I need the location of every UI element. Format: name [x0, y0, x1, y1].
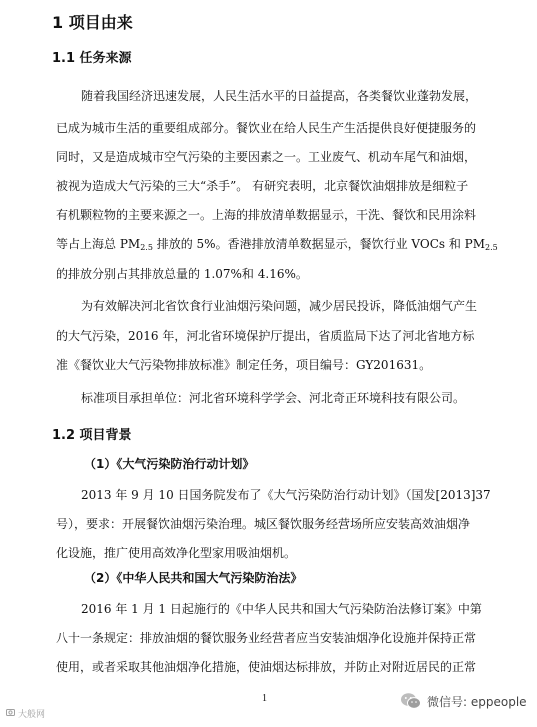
text-line [56, 236, 498, 256]
text-line: 化设施，推广使用高效净化型家用吸油烟机。 [56, 546, 297, 560]
text-line: 有机颗粒物的主要来源之一。上海的排放清单数据显示，干洗、餐饮和民用涂料 [56, 208, 477, 222]
camera-icon [6, 708, 15, 719]
text-fragment: 等占上海总 PM [56, 237, 141, 251]
subheading-1: （1）《大气污染防治行动计划》 [84, 457, 255, 471]
text-line: 号），要求：开展餐饮油烟污染治理。城区餐饮服务经营场所应安装高效油烟净 [56, 517, 471, 531]
watermark-left [6, 707, 45, 720]
watermark-text: 大般网 [18, 710, 46, 720]
heading-1-2: 1.2 项目背景 [52, 428, 132, 443]
text-line: 同时，又是造成城市空气污染的主要因素之一。工业废气、机动车尾气和油烟， [56, 150, 477, 164]
subscript: 2.5 [485, 243, 498, 252]
text-line: 2013 年 9 月 10 日国务院发布了《大气污染防治行动计划》（国发[2013]37 [81, 488, 491, 502]
subscript: 2.5 [140, 243, 153, 252]
text-line: 八十一条规定：排放油烟的餐饮服务业经营者应当安装油烟净化设施并保持正常 [56, 631, 477, 645]
text-line: 随着我国经济迅速发展，人民生活水平的日益提高，各类餐饮业蓬勃发展， [81, 89, 478, 103]
text-fragment: 排放的 5%。香港排放清单数据显示，餐饮行业 VOCs 和 PM [152, 237, 486, 251]
subheading-2: （2）《中华人民共和国大气污染防治法》 [84, 571, 303, 585]
wechat-icon [400, 692, 422, 710]
text-line: 已成为城市生活的重要组成部分。餐饮业在给人民生产生活提供良好便捷服务的 [56, 121, 477, 135]
page-number: 1 [262, 693, 267, 704]
text-line: 的大气污染，2016 年，河北省环境保护厅提出，省质监局下达了河北省地方标 [56, 329, 475, 343]
text-line: 2016 年 1 月 1 日起施行的《中华人民共和国大气污染防治法修订案》中第 [81, 602, 482, 616]
wechat-watermark [400, 692, 527, 710]
text-line: 的排放分别占其排放总量的 1.07%和 4.16%。 [56, 267, 308, 281]
text-line: 准《餐饮业大气污染物排放标准》制定任务，项目编号：GY201631。 [56, 358, 432, 372]
text-line: 被视为造成大气污染的三大“杀手”。 有研究表明，北京餐饮油烟排放是细粒子 [56, 179, 469, 193]
heading-1-1: 1.1 任务来源 [52, 51, 132, 66]
wechat-label: 微信号: eppeople [427, 694, 527, 709]
text-line: 为有效解决河北省饮食行业油烟污染问题，减少居民投诉，降低油烟气产生 [81, 299, 478, 313]
paragraph-3: 标准项目承担单位：河北省环境科学学会、河北奇正环境科技有限公司。 [81, 391, 466, 405]
heading-1: 1 项目由来 [52, 13, 133, 32]
text-line: 使用，或者采取其他油烟净化措施，使油烟达标排放，并防止对附近居民的正常 [56, 660, 477, 674]
